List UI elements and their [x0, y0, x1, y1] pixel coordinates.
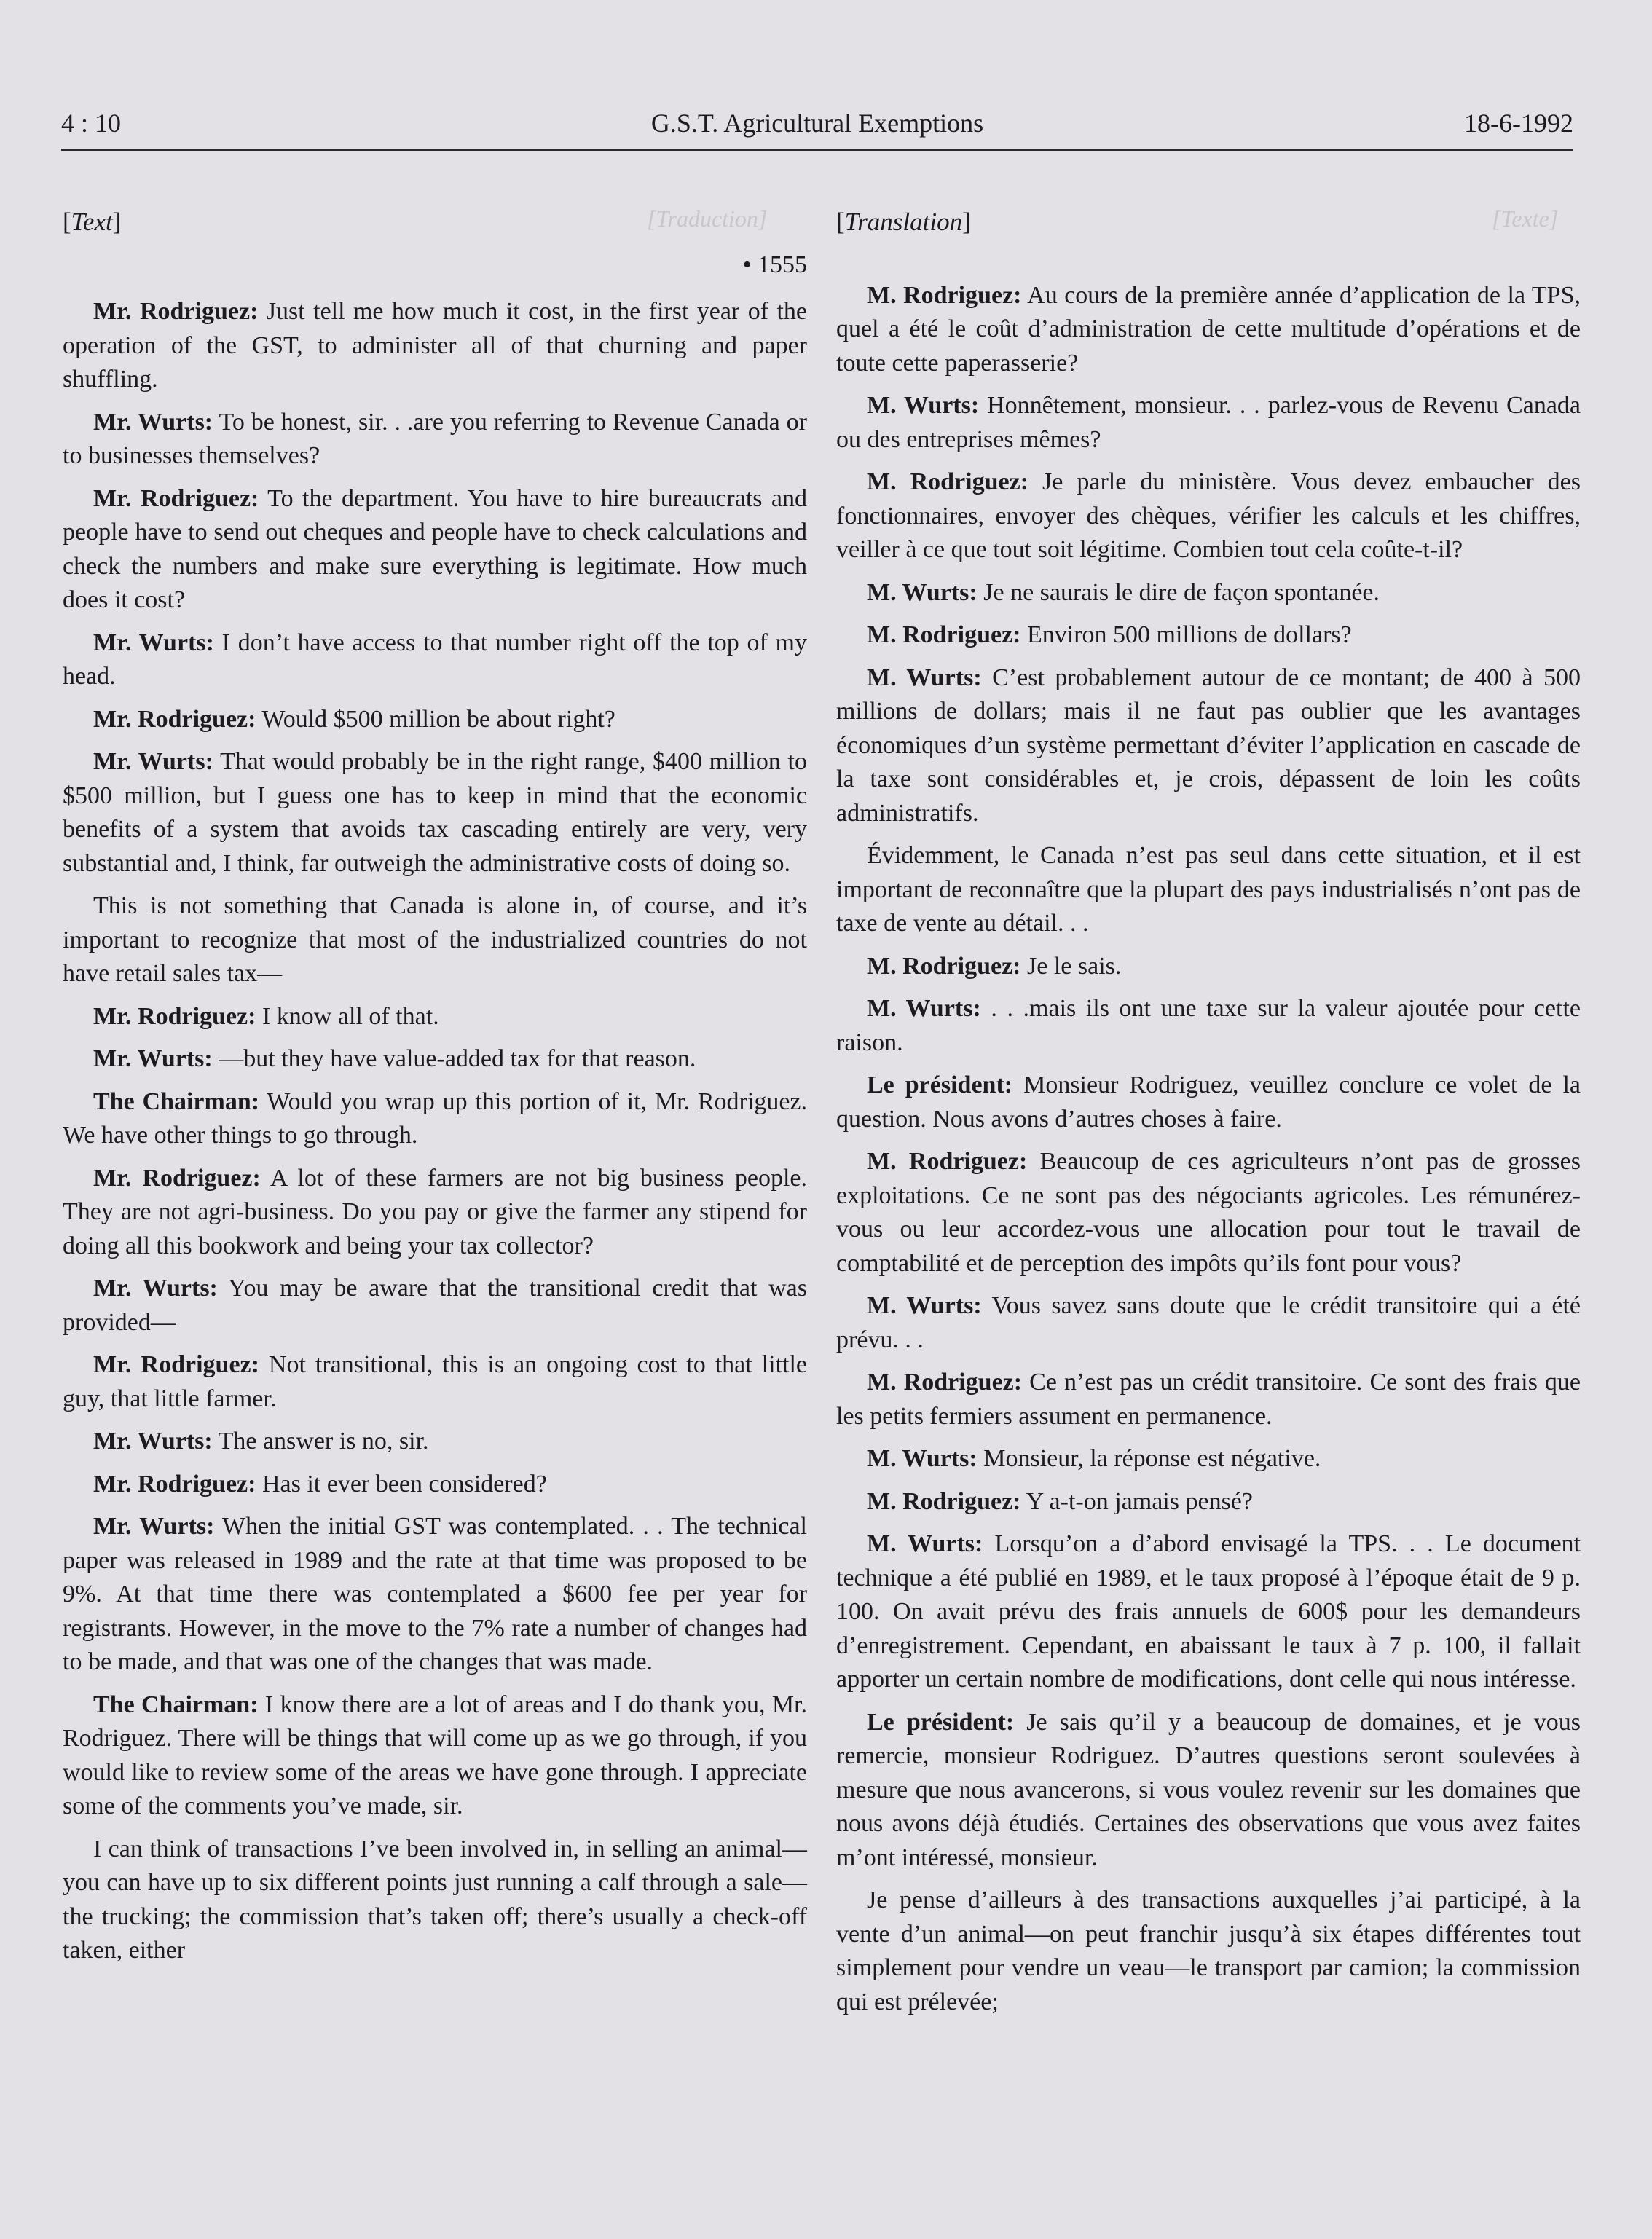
running-header [61, 108, 1573, 149]
speech-text: Lorsqu’on a d’abord envisagé la TPS. . . Le document technique a été publié en 1989, et le taux proposé à l’époque était de 9 p. 100. On avait prévu des frais annuels de 600$ pour les demandeurs d’enregistrement. Cependant, en abaissant le taux à 7 p. 100, il fallait apporter un certain nombre de modifications, dont celle qui nous intéresse. [836, 1530, 1581, 1693]
speaker-name: M. Wurts: [867, 664, 982, 691]
speaker-name: M. Wurts: [867, 1292, 982, 1319]
speech-text: —but they have value-added tax for that reason. [212, 1045, 696, 1072]
transcript-paragraph [836, 279, 1581, 381]
speaker-name: Mr. Wurts: [93, 408, 213, 436]
speaker-name: Mr. Rodriguez: [93, 1002, 256, 1030]
speech-text: Just tell me how much it cost, in the first year of the operation of the GST, to administer all of that churning and paper shuffling. [63, 298, 807, 393]
speaker-name: Mr. Rodriguez: [93, 484, 259, 512]
speaker-name: Mr. Wurts: [93, 629, 214, 656]
speech-text: Would you wrap up this portion of it, Mr. Rodriguez. We have other things to go through. [63, 1087, 807, 1149]
speaker-name: Mr. Rodriguez: [93, 1351, 259, 1378]
speech-text: Au cours de la première année d’application de la TPS, quel a été le coût d’administration de cette multitude d’opérations et de toute cette paperasserie? [836, 281, 1581, 377]
transcript-paragraph [836, 465, 1581, 567]
speech-text: Honnêtement, monsieur. . . parlez-vous de Revenu Canada ou des entreprises mêmes? [836, 392, 1581, 453]
speech-text: Ce n’est pas un crédit transitoire. Ce sont des frais que les petits fermiers assument en permanence. [836, 1369, 1581, 1430]
speaker-name: M. Wurts: [867, 995, 981, 1022]
speaker-name: M. Rodriguez: [867, 281, 1022, 309]
transcript-paragraph [63, 1272, 807, 1339]
speaker-name: Mr. Wurts: [93, 1275, 218, 1302]
speech-text: Would $500 million be about right? [256, 705, 615, 733]
speaker-name: M. Wurts: [867, 392, 980, 419]
speech-text: C’est probablement autour de ce montant; de 400 à 500 millions de dollars; mais il ne faut pas oublier que les avantages économiques d’un système permettant d’éviter l’application en cascade de la taxe sont considérables et, je crois, dépassent de loin les coûts administratifs. [836, 664, 1581, 827]
transcript-paragraph [63, 1468, 807, 1502]
speech-text: Je sais qu’il y a beaucoup de domaines, et je vous remercie, monsieur Rodriguez. D’autres questions seront soulevées à mesure que nous avancerons, si vous voulez revenir sur les domaines que nous avons déjà étudiés. Certaines des observations que vous avez faites m’ont intéressé, monsieur. [836, 1708, 1581, 1871]
speaker-name: Mr. Wurts: [93, 1045, 213, 1072]
speaker-name: M. Rodriguez: [867, 1148, 1028, 1175]
speaker-name: Le président: [867, 1071, 1013, 1098]
transcript-paragraph [836, 618, 1581, 653]
bleed-through-tag-right: [Texte] [1492, 205, 1559, 232]
speaker-name: Mr. Wurts: [93, 1513, 215, 1540]
transcript-paragraph [836, 1069, 1581, 1136]
speech-text: I can think of transactions I’ve been involved in, in selling an animal—you can have up to six different points just running a calf through a sale—the trucking; the commission that’s taken off; there’s usually a check-off taken, either [63, 1835, 807, 1964]
transcript-paragraph [836, 1289, 1581, 1357]
left-paragraphs [63, 295, 807, 1968]
transcript-paragraph [63, 1348, 807, 1416]
bleed-through-tag-left: [Traduction] [647, 205, 768, 232]
speech-text: Y a-t-on jamais pensé? [1020, 1487, 1253, 1515]
transcript-paragraph [836, 661, 1581, 831]
transcript-paragraph [836, 1145, 1581, 1280]
transcript-paragraph [836, 1527, 1581, 1697]
speaker-name: M. Wurts: [867, 578, 978, 606]
speech-text: Je le sais. [1020, 952, 1122, 980]
transcript-paragraph [63, 889, 807, 991]
speech-text: That would probably be in the right range, $400 million to $500 million, but I guess one has to keep in mind that the economic benefits of a system that avoids tax cascading entirely are very, very substantial and, I think, far outweigh the administrative costs of doing so. [63, 748, 807, 877]
speaker-name: M. Wurts: [867, 1530, 983, 1557]
speech-text: I don’t have access to that number right off the top of my head. [63, 629, 807, 690]
transcript-paragraph [836, 1442, 1581, 1476]
speaker-name: M. Rodriguez: [867, 1369, 1023, 1396]
speaker-name: Mr. Wurts: [93, 1428, 213, 1455]
speech-text: Not transitional, this is an ongoing cost to that little guy, that little farmer. [63, 1351, 807, 1412]
speaker-name: M. Rodriguez: [867, 468, 1029, 495]
speech-text: You may be aware that the transitional credit that was provided— [63, 1275, 807, 1336]
document-title: G.S.T. Agricultural Exemptions [650, 109, 984, 138]
transcript-paragraph [63, 703, 807, 737]
transcript-paragraph [63, 1425, 807, 1459]
transcript-paragraph [836, 1485, 1581, 1519]
transcript-paragraph [836, 839, 1581, 941]
speech-text: Beaucoup de ces agriculteurs n’ont pas de grosses exploitations. Ce ne sont pas des négociants agricoles. Les rémunérez-vous ou leur accordez-vous une allocation pour tout le travail de comptabilité et de perception des impôts qu’ils font pour vous? [836, 1148, 1581, 1277]
speaker-name: Mr. Rodriguez: [93, 1470, 256, 1498]
transcript-paragraph [836, 1884, 1581, 2019]
speaker-name: Mr. Rodriguez: [93, 298, 259, 325]
column-tag-translation: [Translation] [836, 208, 971, 236]
speech-text: Je ne saurais le dire de façon spontanée. [977, 578, 1380, 606]
time-marker: • 1555 [742, 251, 807, 278]
speech-text: Environ 500 millions de dollars? [1020, 621, 1352, 648]
page-number: 4 : 10 [61, 109, 122, 138]
speaker-name: M. Wurts: [867, 1445, 978, 1472]
speech-text: When the initial GST was contemplated. . . The technical paper was released in 1989 and the rate at that time was proposed to be 9%. At that time there was contemplated a $600 fee per year for registrants. However, in the move to the 7% rate a number of changes had to be made, and that was one of the changes that was made. [63, 1513, 807, 1675]
speech-text: Vous savez sans doute que le crédit transitoire qui a été prévu. . . [836, 1292, 1581, 1353]
speech-text: To the department. You have to hire bureaucrats and people have to send out cheques and people have to check calculations and check the numbers and make sure everything is legitimate. How much does it cost? [63, 484, 807, 613]
transcript-paragraph [836, 576, 1581, 610]
speech-text: I know all of that. [256, 1002, 439, 1030]
transcript-paragraph [63, 295, 807, 397]
speech-text: Je parle du ministère. Vous devez embaucher des fonctionnaires, envoyer des chèques, vérifier les calculs et les chiffres, veiller à ce que tout soit légitime. Combien tout cela coûte-t-il? [836, 468, 1581, 563]
speech-text: The answer is no, sir. [212, 1428, 429, 1455]
speech-text: Monsieur Rodriguez, veuillez conclure ce volet de la question. Nous avons d’autres choses à faire. [836, 1071, 1581, 1133]
transcript-paragraph [63, 626, 807, 694]
transcript-paragraph [836, 1366, 1581, 1433]
transcript-paragraph [63, 1085, 807, 1153]
speaker-name: The Chairman: [93, 1087, 260, 1115]
transcript-paragraph [836, 950, 1581, 984]
speech-text: Évidemment, le Canada n’est pas seul dans cette situation, et il est important de reconnaître que la plupart des pays industrialisés n’ont pas de taxe de vente au détail. . . [836, 842, 1581, 937]
transcript-paragraph [63, 1510, 807, 1680]
speaker-name: M. Rodriguez: [867, 621, 1021, 648]
transcript-paragraph [836, 992, 1581, 1060]
speech-text: . . .mais ils ont une taxe sur la valeur ajoutée pour cette raison. [836, 995, 1581, 1056]
transcript-paragraph [63, 1000, 807, 1034]
right-column-french [836, 205, 1581, 2028]
column-tag-text: [Text] [63, 208, 122, 236]
transcript-paragraph [836, 1706, 1581, 1876]
speaker-name: M. Rodriguez: [867, 952, 1021, 980]
speech-text: This is not something that Canada is alone in, of course, and it’s important to recognize that most of the industrialized countries do not have retail sales tax— [63, 892, 807, 987]
speech-text: A lot of these farmers are not big business people. They are not agri-business. Do you pay or give the farmer any stipend for doing all this bookwork and being your tax collector? [63, 1164, 807, 1259]
transcript-paragraph [63, 1833, 807, 1968]
speaker-name: Mr. Wurts: [93, 748, 213, 775]
transcript-paragraph [836, 389, 1581, 457]
speaker-name: The Chairman: [93, 1691, 259, 1718]
transcript-paragraph [63, 745, 807, 881]
speaker-name: Mr. Rodriguez: [93, 705, 256, 733]
transcript-paragraph [63, 482, 807, 618]
transcript-paragraph [63, 1162, 807, 1264]
transcript-paragraph [63, 406, 807, 473]
speech-text: Has it ever been considered? [256, 1470, 547, 1498]
left-column-english [63, 205, 807, 1977]
speaker-name: Mr. Rodriguez: [93, 1164, 261, 1192]
header-rule [61, 149, 1573, 151]
transcript-paragraph [63, 1042, 807, 1077]
speaker-name: M. Rodriguez: [867, 1487, 1021, 1515]
speech-text: Monsieur, la réponse est négative. [977, 1445, 1321, 1472]
right-paragraphs [836, 279, 1581, 2020]
document-date: 18-6-1992 [1464, 109, 1573, 138]
speech-text: Je pense d’ailleurs à des transactions auxquelles j’ai participé, à la vente d’un animal—on peut franchir jusqu’à six étapes différentes tout simplement pour vendre un veau—le transport par camion; la commission qui est prélevée; [836, 1886, 1581, 2015]
transcript-paragraph [63, 1688, 807, 1824]
speaker-name: Le président: [867, 1708, 1015, 1736]
speech-text: I know there are a lot of areas and I do thank you, Mr. Rodriguez. There will be things that will come up as we go through, if you would like to review some of the areas we have gone through. I appreciate some of the comments you’ve made, sir. [63, 1691, 807, 1819]
speech-text: To be honest, sir. . .are you referring to Revenue Canada or to businesses themselves? [63, 408, 807, 469]
